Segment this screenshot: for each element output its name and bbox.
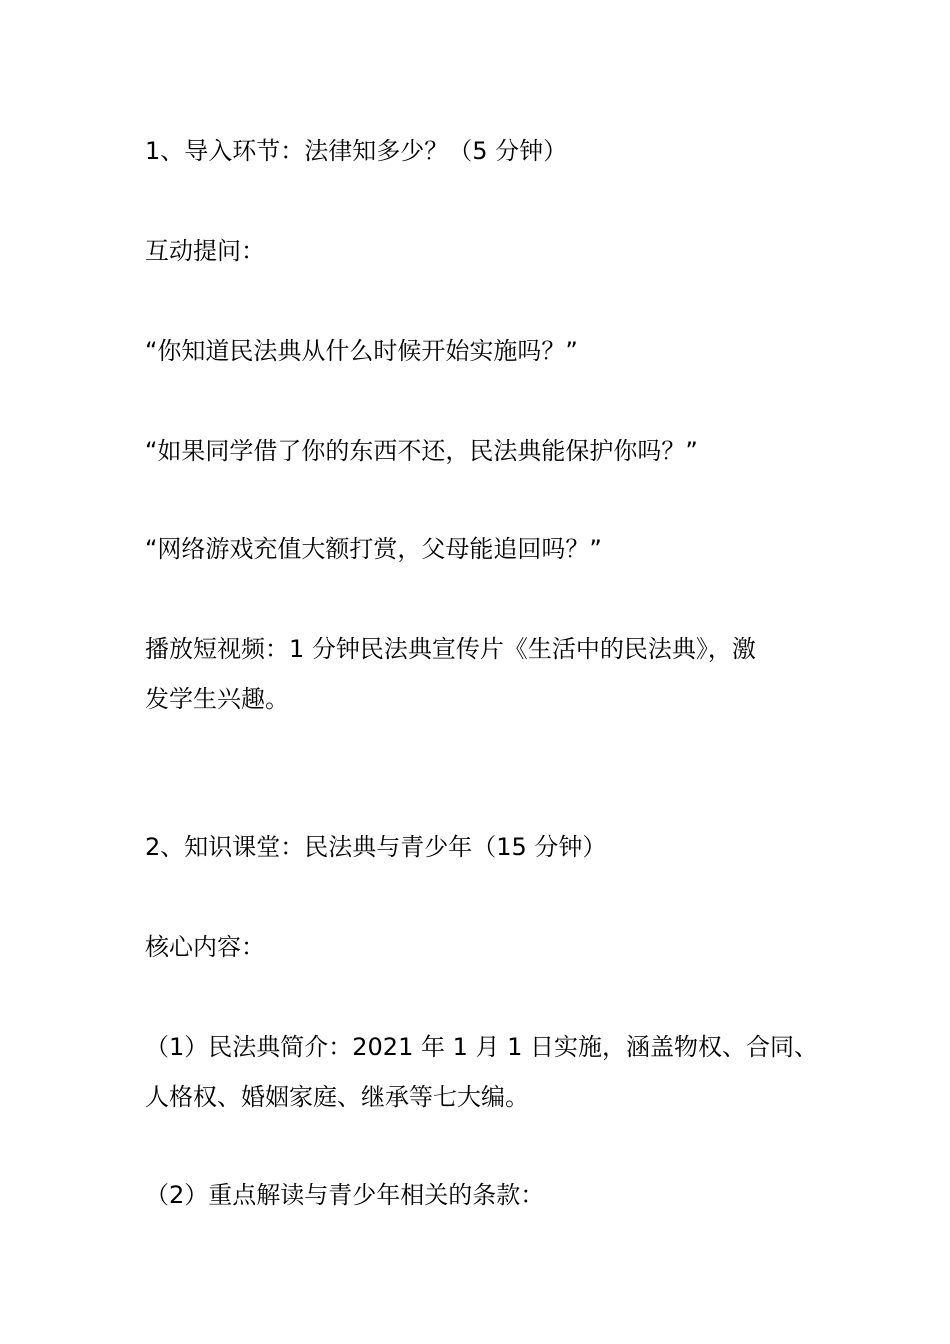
core-content-label: 核心内容： <box>145 933 265 961</box>
item-2: （2）重点解读与青少年相关的条款： <box>145 1181 545 1209</box>
question-2: “如果同学借了你的东西不还，民法典能保护你吗？” <box>145 437 698 465</box>
item-1-line-1: （1）民法典简介：2021 年 1 月 1 日实施，涵盖物权、合同、 <box>145 1033 819 1061</box>
item-1-line-2: 人格权、婚姻家庭、继承等七大编。 <box>145 1083 529 1111</box>
video-paragraph-line-2: 发学生兴趣。 <box>145 685 289 713</box>
question-1: “你知道民法典从什么时候开始实施吗？” <box>145 337 578 365</box>
section-1-heading: 1、导入环节：法律知多少？（5 分钟） <box>145 137 568 165</box>
video-paragraph-line-1: 播放短视频：1 分钟民法典宣传片《生活中的民法典》，激 <box>145 635 756 663</box>
section-2-heading: 2、知识课堂：民法典与青少年（15 分钟） <box>145 833 607 861</box>
interactive-questions-label: 互动提问： <box>145 237 265 265</box>
question-3: “网络游戏充值大额打赏，父母能追回吗？” <box>145 535 602 563</box>
